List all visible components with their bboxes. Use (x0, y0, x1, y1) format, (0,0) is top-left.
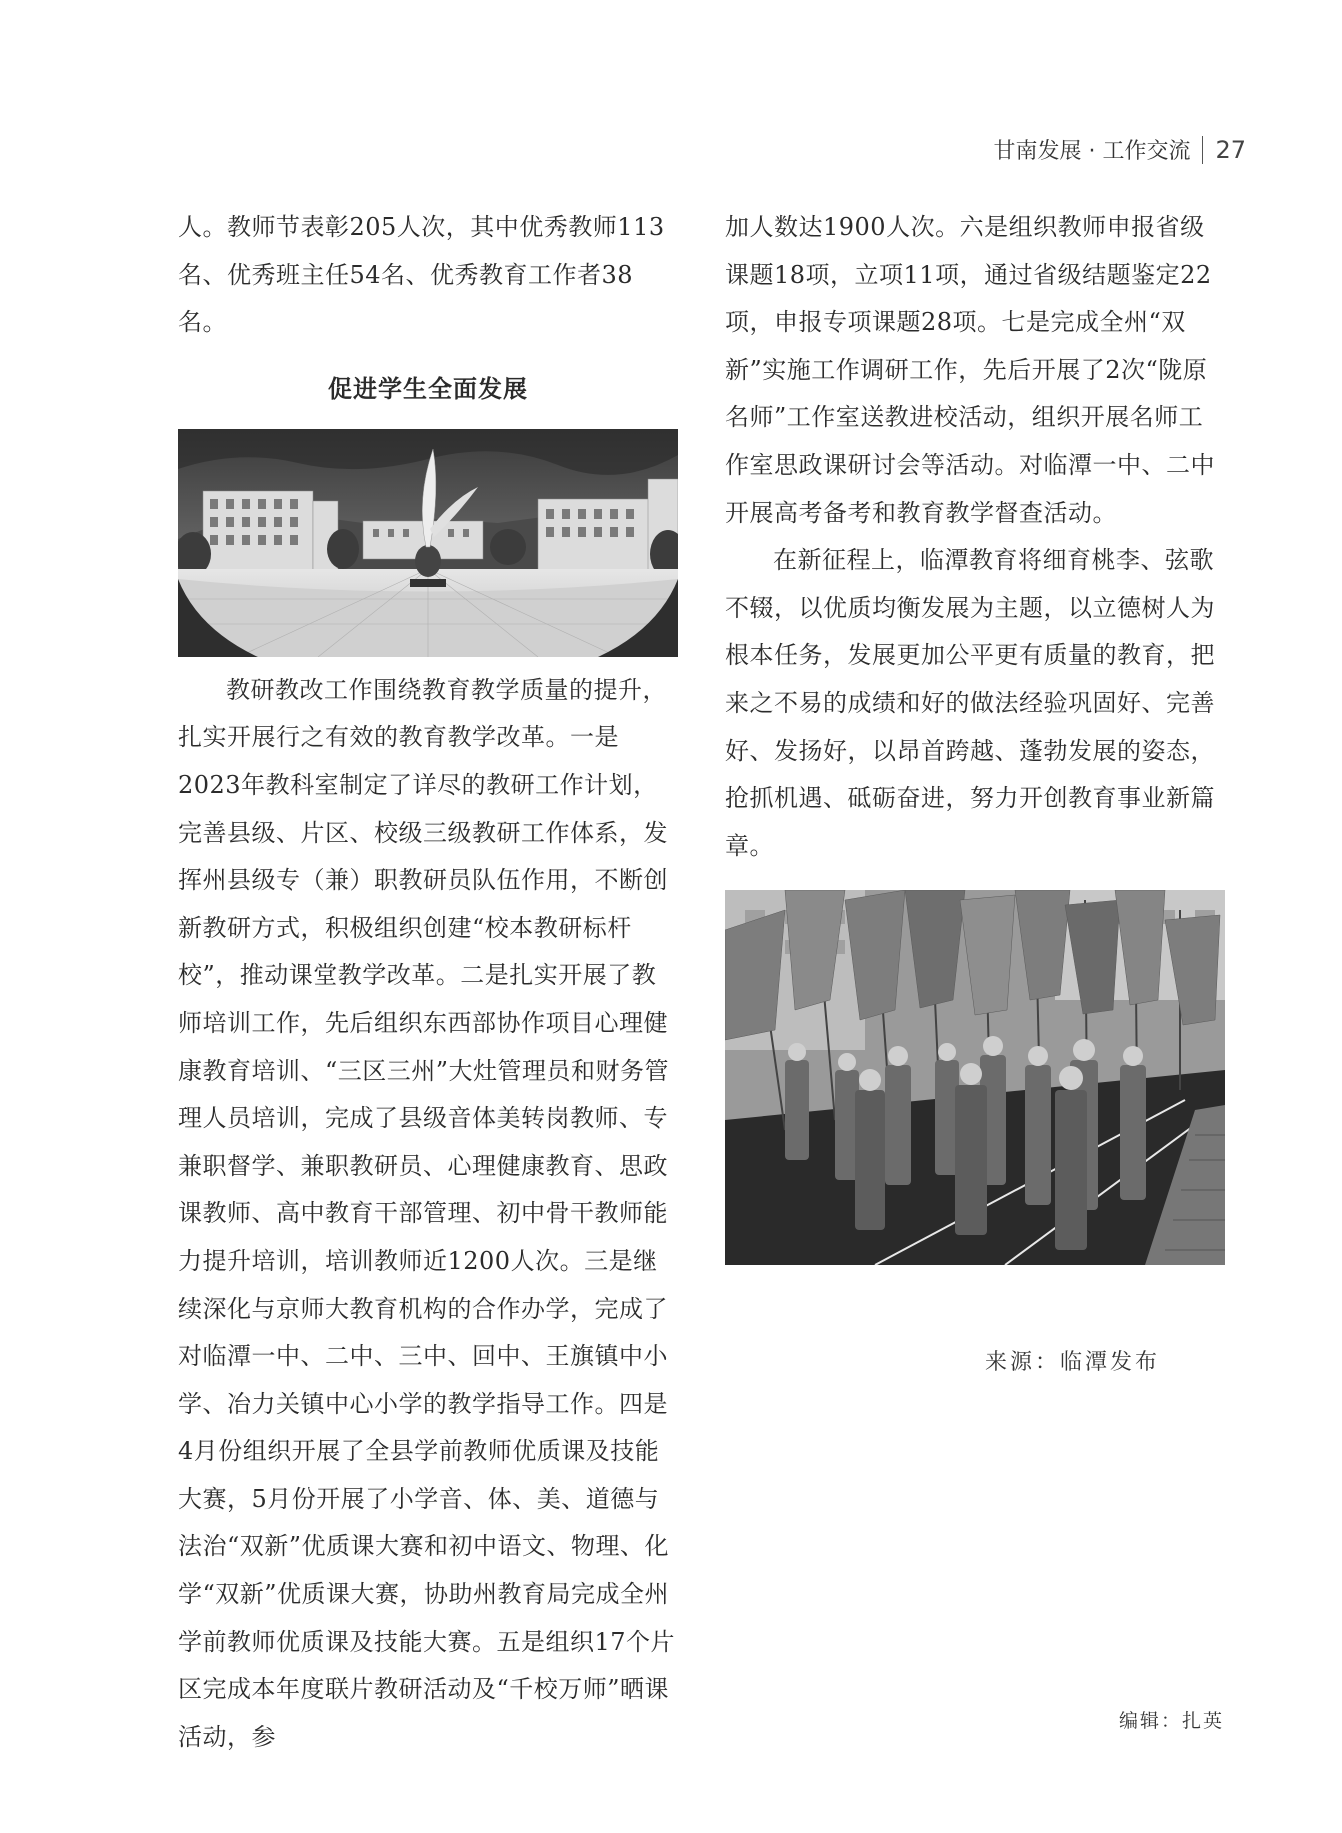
intro-line-1: 人。教师节表彰205人次，其中优秀教师113 (178, 213, 665, 241)
intro-line-2: 名、优秀班主任54名、优秀教育工作者38名。 (178, 260, 634, 337)
section-heading: 促进学生全面发展 (328, 374, 528, 403)
parade-photo (725, 890, 1225, 1265)
editor-credit: 编辑：扎英 (1118, 1710, 1224, 1732)
page-number: 27 (1215, 135, 1246, 164)
campus-photo (178, 429, 678, 657)
continuation-paragraph: 加人数达1900人次。六是组织教师申报省级课题18项，立项11项，通过省级结题鉴定22项，申报专项课题28项。七是完成全州“双新”实施工作调研工作，先后开展了2次“陇原名师”工作室送教进校活动，组织开展名师工作室思政课研讨会等活动。对临潭一中、二中开展高考备考和教育教学督查活动。 (725, 213, 1215, 527)
body-paragraph: 教研教改工作围绕教育教学质量的提升，扎实开展行之有效的教育教学改革。一是2023年教科室制定了详尽的教研工作计划，完善县级、片区、校级三级教研工作体系，发挥州县级专（兼）职教研员队伍作用，不断创新教研方式，积极组织创建“校本教研标杆校”，推动课堂教学改革。二是扎实开展了教师培训工作，先后组织东西部协作项目心理健康教育培训、“三区三州”大灶管理员和财务管理人员培训，完成了县级音体美转岗教师、专兼职督学、兼职教研员、心理健康教育、思政课教师、高中教育干部管理、初中骨干教师能力提升培训，培训教师近1200人次。三是继续深化与京师大教育机构的合作办学，完成了对临潭一中、二中、三中、回中、王旗镇中小学、冶力关镇中心小学的教学指导工作。四是4月份组织开展了全县学前教师优质课及技能大赛，5月份开展了小学音、体、美、道德与法治“双新”优质课大赛和初中语文、物理、化学“双新”优质课大赛，协助州教育局完成全州学前教师优质课及技能大赛。五是组织17个片区完成本年度联片教研活动及“千校万师”晒课活动，参 (178, 675, 676, 1751)
header-divider (1202, 136, 1203, 164)
source-credit: 来源：临潭发布 (985, 1350, 1161, 1375)
section-name: 甘南发展 · 工作交流 (993, 139, 1191, 164)
closing-paragraph: 在新征程上，临潭教育将细育桃李、弦歌不辍，以优质均衡发展为主题，以立德树人为根本任务，发展更加公平更有质量的教育，把来之不易的成绩和好的做法经验巩固好、完善好、发扬好，以昂首跨越、蓬勃发展的姿态，抢抓机遇、砥砺奋进，努力开创教育事业新篇章。 (725, 546, 1215, 860)
left-column (178, 204, 678, 1761)
running-header (993, 134, 1246, 165)
right-column (725, 204, 1225, 1265)
